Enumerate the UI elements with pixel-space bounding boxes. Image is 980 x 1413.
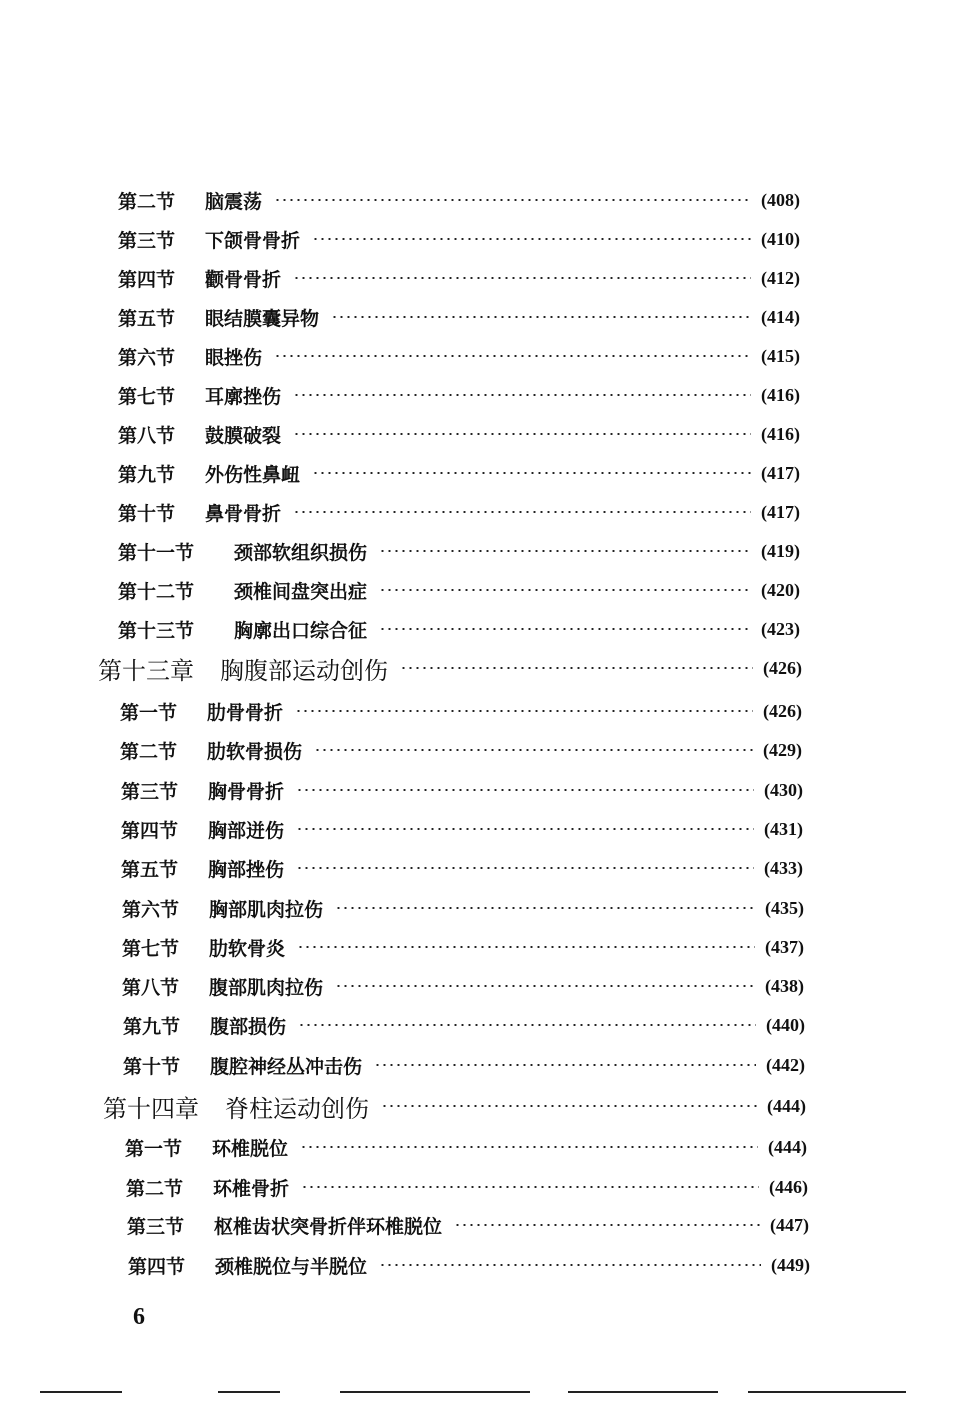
entry-title: 颧骨骨折 [205, 268, 282, 291]
entry-title: 鼻骨骨折 [205, 502, 282, 525]
dot-leader [298, 1024, 756, 1026]
entry-label: 第十四章 [103, 1094, 199, 1123]
entry-page: (429) [763, 739, 802, 760]
toc-entry-section[interactable] [122, 971, 804, 1001]
entry-label: 第十节 [118, 502, 176, 525]
entry-page: (433) [764, 857, 803, 878]
toc-entry-section[interactable] [118, 341, 800, 371]
toc-entry-section[interactable] [118, 458, 800, 488]
entry-title: 耳廓挫伤 [205, 385, 282, 408]
entry-page: (438) [765, 975, 804, 996]
toc-entry-section[interactable] [118, 419, 800, 449]
entry-title: 胸腹部运动创伤 [220, 656, 388, 685]
toc-entry-section[interactable] [118, 302, 800, 332]
toc-entry-section[interactable] [118, 536, 800, 566]
entry-label: 第四节 [128, 1255, 186, 1278]
entry-label: 第四节 [118, 268, 176, 291]
entry-label: 第二节 [120, 740, 178, 763]
dot-leader [379, 628, 751, 630]
entry-page: (417) [761, 462, 800, 483]
dot-leader [274, 199, 751, 201]
dot-leader [296, 828, 754, 830]
entry-title: 环椎骨折 [213, 1177, 290, 1200]
toc-entry-section[interactable] [118, 575, 800, 605]
toc-entry-section[interactable] [118, 224, 800, 254]
entry-page: (447) [770, 1214, 809, 1235]
toc-entry-section[interactable] [118, 185, 800, 215]
entry-label: 第二节 [126, 1177, 184, 1200]
dot-leader [293, 433, 751, 435]
entry-page: (449) [771, 1254, 810, 1275]
dot-leader [335, 907, 755, 909]
entry-label: 第十二节 [118, 580, 195, 603]
entry-title: 枢椎齿状突骨折伴环椎脱位 [214, 1215, 443, 1238]
entry-page: (435) [765, 897, 804, 918]
scan-edge-line [568, 1391, 718, 1393]
entry-page: (414) [761, 306, 800, 327]
entry-title: 环椎脱位 [212, 1137, 289, 1160]
entry-title: 胸骨骨折 [208, 780, 285, 803]
dot-leader [301, 1186, 759, 1188]
toc-entry-section[interactable] [118, 380, 800, 410]
entry-label: 第十一节 [118, 541, 195, 564]
entry-label: 第四节 [121, 819, 179, 842]
dot-leader [293, 394, 751, 396]
entry-label: 第十三节 [118, 619, 195, 642]
entry-title: 颈椎脱位与半脱位 [215, 1255, 368, 1278]
entry-title: 脑震荡 [205, 190, 263, 213]
entry-title: 颈部软组织损伤 [234, 541, 368, 564]
entry-label: 第七节 [118, 385, 176, 408]
entry-label: 第十三章 [98, 656, 194, 685]
entry-page: (420) [761, 579, 800, 600]
entry-title: 脊柱运动创伤 [225, 1094, 369, 1123]
entry-page: (440) [766, 1014, 805, 1035]
entry-title: 胸部挫伤 [208, 858, 285, 881]
entry-title: 眼挫伤 [205, 346, 263, 369]
dot-leader [312, 238, 751, 240]
toc-entry-section[interactable] [122, 932, 804, 962]
entry-title: 下颌骨骨折 [205, 229, 301, 252]
entry-page: (419) [761, 540, 800, 561]
entry-title: 眼结膜囊异物 [205, 307, 320, 330]
toc-entry-section[interactable] [121, 775, 803, 805]
dot-leader [293, 277, 751, 279]
dot-leader [335, 985, 755, 987]
toc-entry-section[interactable] [123, 1050, 805, 1080]
entry-page: (426) [763, 657, 802, 678]
dot-leader [379, 589, 751, 591]
toc-entry-chapter[interactable] [103, 1091, 806, 1121]
entry-page: (416) [761, 423, 800, 444]
entry-label: 第一节 [120, 701, 178, 724]
dot-leader [331, 316, 751, 318]
entry-label: 第九节 [118, 463, 176, 486]
entry-label: 第三节 [118, 229, 176, 252]
dot-leader [293, 511, 751, 513]
toc-entry-section[interactable] [118, 263, 800, 293]
toc-entry-section[interactable] [121, 853, 803, 883]
entry-label: 第十节 [123, 1055, 181, 1078]
scan-edge-line [218, 1391, 280, 1393]
toc-entry-section[interactable] [120, 696, 802, 726]
dot-leader [297, 946, 755, 948]
dot-leader [400, 667, 753, 669]
entry-label: 第二节 [118, 190, 176, 213]
entry-page: (412) [761, 267, 800, 288]
entry-page: (442) [766, 1054, 805, 1075]
scan-edge-line [40, 1391, 122, 1393]
entry-label: 第三节 [127, 1215, 185, 1238]
dot-leader [295, 710, 753, 712]
entry-title: 胸部肌肉拉伤 [209, 898, 324, 921]
entry-title: 外伤性鼻衄 [205, 463, 301, 486]
entry-label: 第五节 [118, 307, 176, 330]
entry-page: (417) [761, 501, 800, 522]
entry-label: 第八节 [122, 976, 180, 999]
toc-entry-section[interactable] [128, 1250, 810, 1280]
entry-label: 第八节 [118, 424, 176, 447]
toc-entry-section[interactable] [125, 1132, 807, 1162]
toc-entry-chapter[interactable] [98, 653, 802, 683]
entry-page: (437) [765, 936, 804, 957]
scan-edge-line [748, 1391, 906, 1393]
entry-title: 胸部迸伤 [208, 819, 285, 842]
entry-page: (423) [761, 618, 800, 639]
entry-label: 第三节 [121, 780, 179, 803]
entry-page: (415) [761, 345, 800, 366]
toc-entry-section[interactable] [118, 497, 800, 527]
dot-leader [296, 867, 754, 869]
dot-leader [314, 749, 753, 751]
dot-leader [379, 550, 751, 552]
page-number: 6 [133, 1304, 145, 1330]
entry-title: 腹部肌肉拉伤 [209, 976, 324, 999]
entry-page: (431) [764, 818, 803, 839]
dot-leader [454, 1224, 760, 1226]
dot-leader [379, 1264, 761, 1266]
entry-title: 胸廓出口综合征 [234, 619, 368, 642]
entry-page: (444) [768, 1136, 807, 1157]
dot-leader [381, 1105, 757, 1107]
entry-page: (408) [761, 189, 800, 210]
dot-leader [274, 355, 751, 357]
toc-entry-section[interactable] [123, 1010, 805, 1040]
entry-title: 腹腔神经丛冲击伤 [210, 1055, 363, 1078]
scan-edge-line [340, 1391, 530, 1393]
toc-entry-section[interactable] [118, 614, 800, 644]
entry-page: (446) [769, 1176, 808, 1197]
entry-label: 第五节 [121, 858, 179, 881]
entry-title: 肋骨骨折 [207, 701, 284, 724]
toc-entry-section[interactable] [121, 814, 803, 844]
entry-title: 肋软骨损伤 [207, 740, 303, 763]
toc-entry-section[interactable] [122, 893, 804, 923]
entry-label: 第六节 [122, 898, 180, 921]
entry-page: (416) [761, 384, 800, 405]
entry-label: 第六节 [118, 346, 176, 369]
entry-page: (444) [767, 1095, 806, 1116]
entry-page: (426) [763, 700, 802, 721]
entry-title: 鼓膜破裂 [205, 424, 282, 447]
toc-entry-section[interactable] [120, 735, 802, 765]
entry-title: 颈椎间盘突出症 [234, 580, 368, 603]
entry-label: 第一节 [125, 1137, 183, 1160]
dot-leader [312, 472, 751, 474]
dot-leader [374, 1064, 756, 1066]
toc-entry-section[interactable] [126, 1172, 808, 1202]
entry-page: (430) [764, 779, 803, 800]
entry-page: (410) [761, 228, 800, 249]
toc-entry-section[interactable] [127, 1210, 809, 1240]
entry-title: 肋软骨炎 [209, 937, 286, 960]
entry-label: 第九节 [123, 1015, 181, 1038]
dot-leader [296, 789, 754, 791]
entry-label: 第七节 [122, 937, 180, 960]
dot-leader [300, 1146, 758, 1148]
entry-title: 腹部损伤 [210, 1015, 287, 1038]
